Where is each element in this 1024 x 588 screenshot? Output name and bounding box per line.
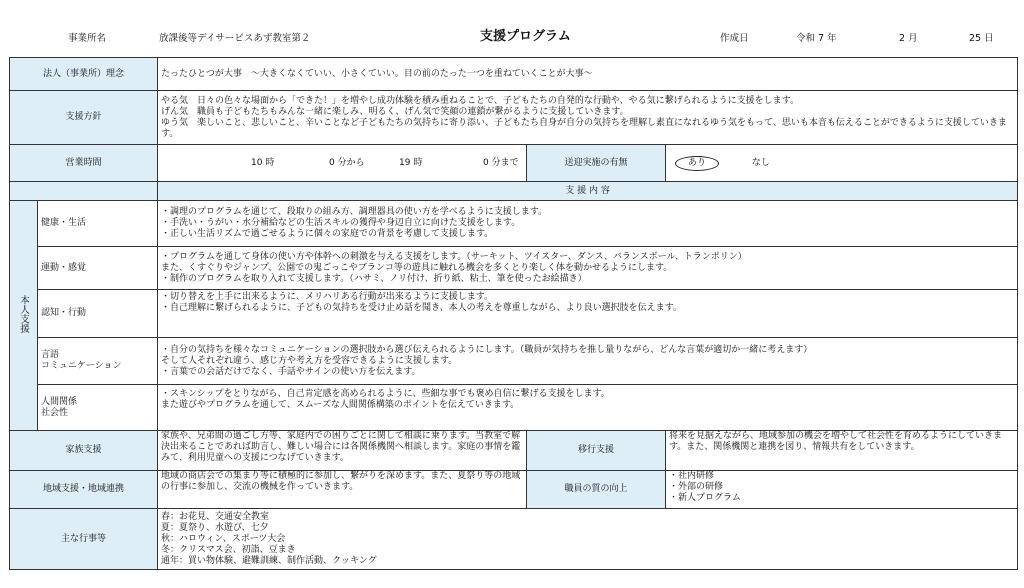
- end-hour: 19 時: [399, 157, 423, 168]
- transport-label: 送迎実施の有無: [527, 145, 666, 182]
- personal-row-label: 運動・感覚: [38, 247, 158, 290]
- list-item: 春：お花見、交通安全教室: [161, 511, 270, 522]
- start-minute: 0 分から: [329, 157, 365, 168]
- office-label: 事業所名: [68, 33, 107, 44]
- text-line: ・スキンシップをとりながら、自己肯定感を高められるように、些細な事でも褒め自信に繋げる支援をします。: [161, 389, 610, 399]
- text-line: また、くすぐりやジャンプ、公園での鬼ごっこやブランコ等の遊具に触れる機会を多くとり楽しく体を動かせるようにします。: [161, 262, 673, 273]
- hours-label: 営業時間: [10, 145, 158, 182]
- transition-text: 将来を見据えながら、地域参加の機会を増やして社会性を育めるようにしていきます。また、関係機関と連携を図り、情報共有をしていきます。: [666, 431, 1018, 471]
- personal-row-text: [158, 290, 1018, 338]
- philosophy-row: [10, 58, 1018, 91]
- transport-options: [666, 145, 1018, 182]
- created-era: 令和 7 年: [796, 33, 837, 44]
- personal-row-motor: [10, 247, 1018, 290]
- community-label: 地域支援・地域連携: [10, 471, 158, 509]
- list-item: 夏：夏祭り、水遊び、七夕: [161, 522, 269, 533]
- support-content-spacer: [10, 182, 158, 201]
- personal-row-cognition: [10, 290, 1018, 338]
- policy-line: げん気 職員も子どもたちもみんな一緒に楽しみ、明るく、げん気で笑顔の連鎖が繋がるように支援していきます。: [161, 106, 629, 117]
- text-line: ・正しい生活リズムで過ごせるように個々の家庭での背景を考慮して支援します。: [161, 229, 494, 239]
- list-item: ・社内研修: [669, 471, 715, 481]
- start-hour: 10 時: [251, 157, 275, 168]
- transport-no: なし: [751, 157, 770, 168]
- created-month: 2 月: [899, 33, 918, 44]
- personal-row-text: [158, 385, 1018, 431]
- transport-yes-circled: あり: [675, 156, 719, 171]
- text-line: ・手洗い・うがい・水分補給などの生活スキルの獲得や身辺自立に向けた支援をします。: [161, 218, 521, 228]
- events-row: [10, 509, 1018, 570]
- personal-row-label: 人間関係 社会性: [38, 385, 158, 431]
- end-minute: 0 分まで: [483, 157, 519, 168]
- text-line: また遊びやプログラムを通して、スムーズな人間関係構築のポイントを伝えていきます。: [161, 400, 520, 410]
- personal-support-label: 本人支援: [18, 294, 29, 333]
- text-line: ・言葉での会話だけでなく、手話やサインの使い方を伝えます。: [161, 366, 421, 377]
- personal-row-social: [10, 385, 1018, 431]
- list-item: 通年：買い物体験、避難訓練、制作活動、クッキング: [161, 555, 377, 566]
- staff-quality-list: [666, 471, 1018, 509]
- policy-line: やる気 日々の色々な場面から「できた！」を増やし成功体験を積み重ねることで、子どもたちの自発的な行動や、やる気に繋げられるように支援をします。: [161, 95, 799, 106]
- support-content-header-row: [10, 182, 1018, 201]
- family-text: 家族や、兄弟間の過ごし方等、家庭内での困りごとに関して相談に乗ります。当教室で解決出来ることであれば助言し、難しい場合には各関係機関へ相談します。家庭の事情を鑑みて、利用児童への支援につなげていきます。: [158, 431, 527, 471]
- transition-label: 移行支援: [527, 431, 666, 471]
- list-item: ・外部の研修: [669, 482, 724, 492]
- page-title: 支援プログラム: [480, 29, 571, 44]
- family-label: 家族支援: [10, 431, 158, 471]
- text-line: ・プログラムを通して身体の使い方や体幹への刺激を与える支援をします。（サーキット、ツイスター、ダンス、バランスボール、トランポリン）: [161, 251, 747, 262]
- community-text: 地域の商店会での集まり等に積極的に参加し、繋がりを深めます。また、夏祭り等の地域の行事に参加し、交流の機械を作っていきます。: [158, 471, 527, 509]
- personal-row-label: 言語 コミュニケーション: [38, 338, 158, 385]
- staff-quality-label: 職員の質の向上: [527, 471, 666, 509]
- community-row: [10, 471, 1018, 509]
- policy-label: 支援方針: [10, 91, 158, 145]
- personal-row-health: [10, 201, 1018, 247]
- created-label: 作成日: [720, 33, 749, 44]
- personal-row-communication: [10, 338, 1018, 385]
- office-name: 放課後等デイサービスあず教室第２: [159, 33, 311, 44]
- list-item: 秋：ハロウィン、スポーツ大会: [161, 533, 286, 544]
- list-item: 冬：クリスマス会、初詣、豆まき: [161, 544, 296, 555]
- hours-row: [10, 145, 1018, 182]
- personal-row-label: 健康・生活: [38, 201, 158, 247]
- support-content-label: 支 援 内 容: [158, 182, 1018, 201]
- events-list: [158, 509, 1018, 570]
- personal-support-side-label: [10, 201, 38, 431]
- personal-row-text: [158, 247, 1018, 290]
- hours-time-range: [161, 158, 523, 169]
- text-line: ・切り替えを上手に出来るように、メリハリある行動が出来るように支援します。: [161, 292, 494, 302]
- policy-row: [10, 91, 1018, 145]
- created-day: 25 日: [969, 33, 994, 44]
- events-label: 主な行事等: [10, 509, 158, 570]
- hours-values: [158, 145, 527, 182]
- policy-line: ゆう気 楽しいこと、悲しいこと、辛いことなど子どもたちの気持ちに寄り添い、子どもたち自身が自分の気持ちを理解し素直になれるゆう気をもって、思いも本音も伝えることができるように支援していきます。: [161, 117, 1007, 139]
- personal-row-text: [158, 201, 1018, 247]
- text-line: そして人それぞれ違う、感じ方や考え方を受容できるように支援します。: [161, 355, 458, 366]
- philosophy-label: 法人（事業所）理念: [10, 58, 158, 91]
- family-row: [10, 431, 1018, 471]
- personal-row-label: 認知・行動: [38, 290, 158, 338]
- policy-text: [158, 91, 1018, 145]
- text-line: ・自分の気持ちを様々なコミュニケーションの選択肢から選び伝えられるようにします。（職員が気持ちを推し量りながら、どんな言葉が適切か一緒に考えます）: [161, 344, 813, 355]
- philosophy-text: たったひとつが大事 ～大きくなくていい、小さくていい。目の前のたった一つを重ねていくことが大事～: [158, 58, 1018, 91]
- list-item: ・新人プログラム: [669, 493, 741, 503]
- program-table: [9, 57, 1018, 570]
- personal-row-text: [158, 338, 1018, 385]
- text-line: ・調理のプログラムを通じて、段取りの組み方、調理器具の使い方を学べるように支援します。: [161, 207, 548, 217]
- text-line: ・自己理解に繋げられるように、子どもの気持ちを受け止め話を聞き、本人の考えを尊重しながら、より良い選択肢を伝えます。: [161, 303, 682, 313]
- text-line: ・制作のプログラムを取り入れて支援します。（ハサミ、ノリ付け、折り紙、粘土、筆を使ったお絵描き）: [161, 273, 587, 284]
